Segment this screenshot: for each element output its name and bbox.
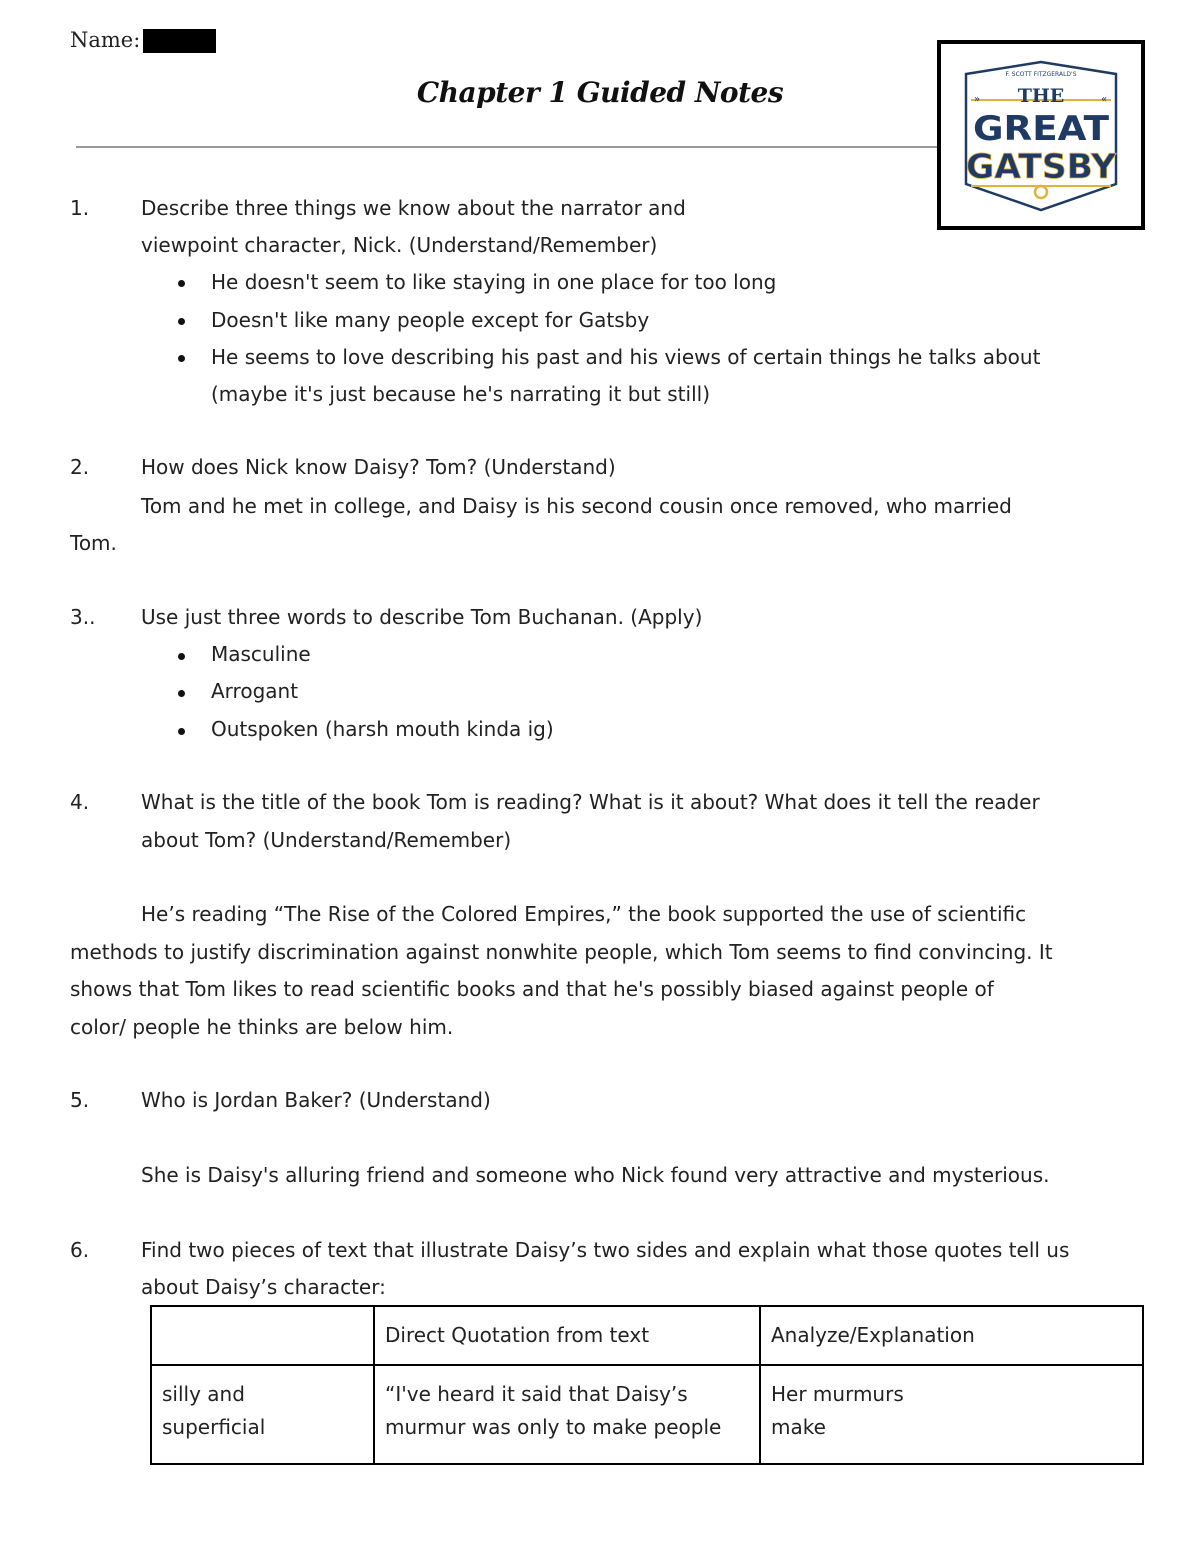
- q2-answer-line2: Tom.: [70, 531, 117, 555]
- q2-question: How does Nick know Daisy? Tom? (Understand): [141, 455, 616, 479]
- q4-answer-line2: methods to justify discrimination against nonwhite people, which Tom seems to find convincing. It: [70, 940, 1053, 964]
- q6-question-line1: Find two pieces of text that illustrate Daisy’s two sides and explain what those quotes tell us: [141, 1238, 1070, 1262]
- q1-number: 1.: [70, 196, 90, 220]
- name-label: Name:: [70, 28, 141, 52]
- table-cell-line: “I've heard it said that Daisy’s: [385, 1382, 688, 1406]
- bullet-icon: [178, 728, 185, 735]
- name-redaction: [143, 29, 216, 53]
- q3-bullet-1: Masculine: [211, 642, 311, 666]
- q3-question: Use just three words to describe Tom Buchanan. (Apply): [141, 605, 703, 629]
- q3-number: 3..: [70, 605, 96, 629]
- header-divider: [76, 146, 938, 148]
- q2-answer-line1: Tom and he met in college, and Daisy is his second cousin once removed, who married: [141, 494, 1012, 518]
- table-cell-line: murmur was only to make people: [385, 1415, 722, 1439]
- bullet-icon: [178, 690, 185, 697]
- bullet-icon: [178, 653, 185, 660]
- q1-bullet-1: He doesn't seem to like staying in one place for too long: [211, 270, 777, 294]
- q6-number: 6.: [70, 1238, 90, 1262]
- q4-number: 4.: [70, 790, 90, 814]
- q4-question-line1: What is the title of the book Tom is reading? What is it about? What does it tell the reader: [141, 790, 1040, 814]
- bullet-icon: [178, 355, 185, 362]
- q4-answer-line3: shows that Tom likes to read scientific books and that he's possibly biased against people of: [70, 977, 994, 1001]
- q4-answer-line1: He’s reading “The Rise of the Colored Empires,” the book supported the use of scientific: [141, 902, 1027, 926]
- q3-bullet-3: Outspoken (harsh mouth kinda ig): [211, 717, 554, 741]
- q5-number: 5.: [70, 1088, 90, 1112]
- q2-number: 2.: [70, 455, 90, 479]
- bullet-icon: [178, 318, 185, 325]
- logo-great: GREAT: [973, 109, 1110, 149]
- table-cell-line: superficial: [162, 1415, 266, 1439]
- table-cell-quote: [374, 1365, 760, 1464]
- q1-bullet-3-cont: (maybe it's just because he's narrating it but still): [211, 382, 710, 406]
- table-cell-line: Her murmurs: [771, 1382, 904, 1406]
- q6-question-line2: about Daisy’s character:: [141, 1275, 386, 1299]
- q1-question-line2: viewpoint character, Nick. (Understand/Remember): [141, 233, 658, 257]
- q1-bullet-3: He seems to love describing his past and his views of certain things he talks about: [211, 345, 1041, 369]
- q5-question: Who is Jordan Baker? (Understand): [141, 1088, 491, 1112]
- table-header-row: [151, 1306, 1143, 1365]
- table-header-cell: Direct Quotation from text: [374, 1306, 760, 1365]
- table-cell-line: silly and: [162, 1382, 245, 1406]
- daisy-quotes-table: [150, 1305, 1144, 1465]
- bullet-icon: [178, 280, 185, 287]
- page-title: Chapter 1 Guided Notes: [416, 76, 784, 109]
- q1-bullet-2: Doesn't like many people except for Gatsby: [211, 308, 650, 332]
- logo-kicker: F. SCOTT FITZGERALD'S: [1005, 71, 1077, 78]
- q4-answer-line4: color/ people he thinks are below him.: [70, 1015, 454, 1039]
- table-cell-line: make: [771, 1415, 826, 1439]
- logo-the: THE: [1017, 85, 1065, 107]
- svg-text:»: »: [974, 94, 981, 105]
- svg-text:«: «: [1101, 94, 1108, 105]
- table-cell-side: [151, 1365, 374, 1464]
- table-row: [151, 1365, 1143, 1464]
- table-cell-analysis: [760, 1365, 1143, 1464]
- logo-gatsby: GATSBY: [966, 147, 1117, 187]
- table-header-cell: Analyze/Explanation: [760, 1306, 1143, 1365]
- q1-question-line1: Describe three things we know about the narrator and: [141, 196, 686, 220]
- table-header-cell: [151, 1306, 374, 1365]
- q5-answer: She is Daisy's alluring friend and someone who Nick found very attractive and mysterious.: [141, 1163, 1050, 1187]
- q3-bullet-2: Arrogant: [211, 679, 299, 703]
- great-gatsby-logo: [937, 40, 1145, 230]
- q4-question-line2: about Tom? (Understand/Remember): [141, 828, 512, 852]
